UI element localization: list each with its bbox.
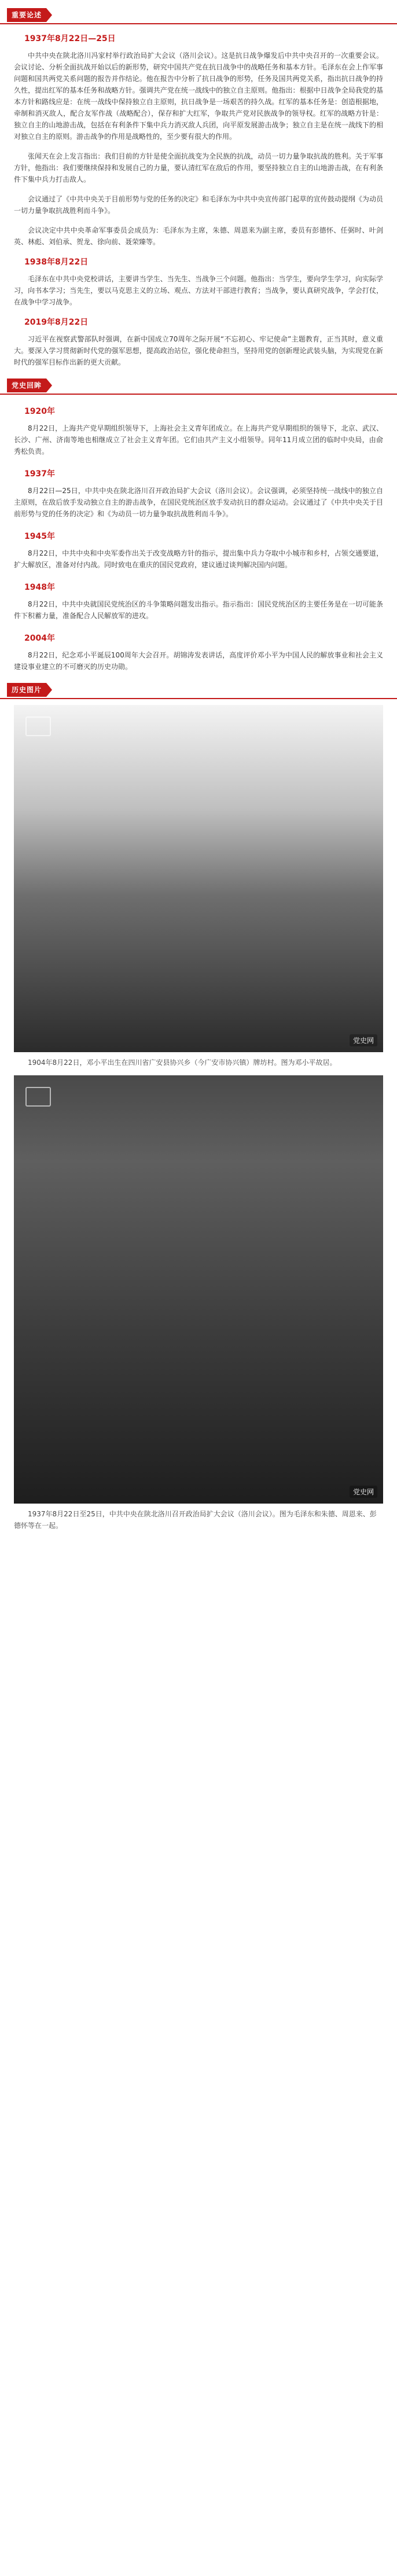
paragraph: 会议通过了《中共中央关于目前形势与党的任务的决定》和毛泽东为中共中央宣传部门起草的宣传鼓动提纲《为动员一切力量争取抗战胜利而斗争》。 (14, 195, 383, 215)
date-heading: 2019年8月22日 (24, 318, 89, 327)
paragraph: 8月22日—25日，中共中央在陕北洛川召开政治局扩大会议（洛川会议）。会议强调，必须坚持统一战线中的独立自主原则，在敌后放手发动独立自主的游击战争，在国民党统治区放手发动抗日的群众运动。会议通过了《中共中央关于目前形势与党的任务的决定》和《为动员一切力量争取抗战胜利而斗争》。 (14, 487, 383, 518)
year-heading: 2004年 (24, 634, 55, 643)
review-section-header (0, 6, 397, 24)
image-icon (25, 1087, 51, 1107)
paragraph: 习近平在视察武警部队时强调，在新中国成立70周年之际开展“不忘初心、牢记使命”主题教育，正当其时，意义重大。要深入学习贯彻新时代党的强军思想，提高政治站位，强化使命担当，坚持用党的创新理论武装头脑，为实现党在新时代的强军目标作出新的更大贡献。 (14, 335, 383, 366)
history-section-tag: 党史回眸 (7, 379, 46, 392)
photo-caption: 1904年8月22日，邓小平出生在四川省广安县协兴乡（今广安市协兴镇）牌坊村。图为邓小平故居。 (28, 1059, 337, 1067)
watermark: 党史网 (350, 1486, 377, 1498)
year-heading: 1948年 (24, 583, 55, 592)
paragraph: 会议决定中共中央革命军事委员会成员为：毛泽东为主席，朱德、周恩来为副主席，委员有彭德怀、任弼时、叶剑英、林彪、刘伯承、贺龙、徐向前、聂荣臻等。 (14, 226, 383, 246)
year-heading: 1945年 (24, 532, 55, 541)
photo-2 (14, 1075, 383, 1504)
watermark: 党史网 (350, 1034, 377, 1046)
year-heading: 1920年 (24, 407, 55, 416)
paragraph: 8月22日，上海共产党早期组织领导下，上海社会主义青年团成立。在上海共产党早期组织的领导下，北京、武汉、长沙、广州、济南等地也相继成立了社会主义青年团。它们由共产主义小组领导。同年11月成立团的临时中央局，由俞秀松负责。 (14, 424, 383, 455)
history-section-header (0, 376, 397, 395)
paragraph: 8月22日，纪念邓小平诞辰100周年大会召开。胡锦涛发表讲话，高度评价邓小平为中国人民的解放事业和社会主义建设事业建立的不可磨灭的历史功勋。 (14, 651, 383, 671)
paragraph: 毛泽东在中共中央党校讲话，主要讲当学生、当先生、当战争三个问题。他指出：当学生，要向学生学习，向实际学习，向书本学习；当先生，要以马克思主义的立场、观点、方法对干部进行教育；当战争，要认真研究战争，学会打仗，在战争中学习战争。 (14, 275, 383, 306)
year-heading: 1937年 (24, 469, 55, 479)
history-block (0, 405, 397, 673)
photo-caption: 1937年8月22日至25日，中共中央在陕北洛川召开政治局扩大会议（洛川会议）。图为毛泽东和朱德、周恩来、彭德怀等在一起。 (14, 1510, 377, 1530)
review-block-1 (0, 32, 397, 142)
image-icon (25, 716, 51, 736)
photo-1 (14, 705, 383, 1052)
review-block-2 (0, 150, 397, 248)
photos-section-tag: 历史图片 (7, 683, 46, 697)
paragraph: 中共中央在陕北洛川冯家村举行政治局扩大会议（洛川会议）。这是抗日战争爆发后中共中央召开的一次重要会议。会议讨论、分析全面抗战开始以后的新形势，研究中国共产党在抗日战争中的战略任务和基本方针。毛泽东在会上作军事问题和国共两党关系问题的报告并作结论。他在报告中分析了抗日战争的形势，任务及国共两党关系，指出抗日战争的持久性，提出红军的基本任务和战略方针。强调共产党在统一战线中的独立自主原则。他指出：根据中日战争全局我党的基本方针和路线应是：在统一战线中保持独立自主原则，抗日战争是一场艰苦的持久战。红军的基本任务是：创造根据地，牵制和消灭敌人，配合友军作战（战略配合），保存和扩大红军，争取共产党对民族战争的领导权。红军的战略方针是：独立自主的山地游击战，包括在有利条件下集中兵力消灭敌人兵团，向平原发展游击战争；独立自主是在统一战线下的相对独立自主的原则。游击战争的作用是战略性的，至少要有很大的作用。 (14, 52, 383, 141)
photos-section-header (0, 681, 397, 699)
paragraph: 张闻天在会上发言指出：我们目前的方针是使全面抗战变为全民族的抗战，动员一切力量争取抗战的胜利。关于军事方针，他指出：我们要继续保持和发展自己的力量，要认清红军在敌后的作用，要坚持独立自主的山地游击战，在有利条件下集中兵力打击敌人。 (14, 152, 383, 183)
date-heading: 1938年8月22日 (24, 258, 89, 267)
review-block-3 (0, 256, 397, 368)
paragraph: 8月22日，中共中央就国民党统治区的斗争策略问题发出指示。指示指出：国民党统治区的主要任务是在一切可能条件下积蓄力量，准备配合人民解放军的进攻。 (14, 600, 383, 620)
paragraph: 8月22日，中共中央和中央军委作出关于改变战略方针的指示，提出集中兵力夺取中小城市和乡村，占领交通要道，扩大解放区，准备对付内战。同时致电在重庆的国民党政府，建议通过谈判解决国内问题。 (14, 549, 383, 569)
review-section-tag: 重要论述 (7, 8, 46, 22)
date-heading: 1937年8月22日—25日 (24, 34, 116, 43)
